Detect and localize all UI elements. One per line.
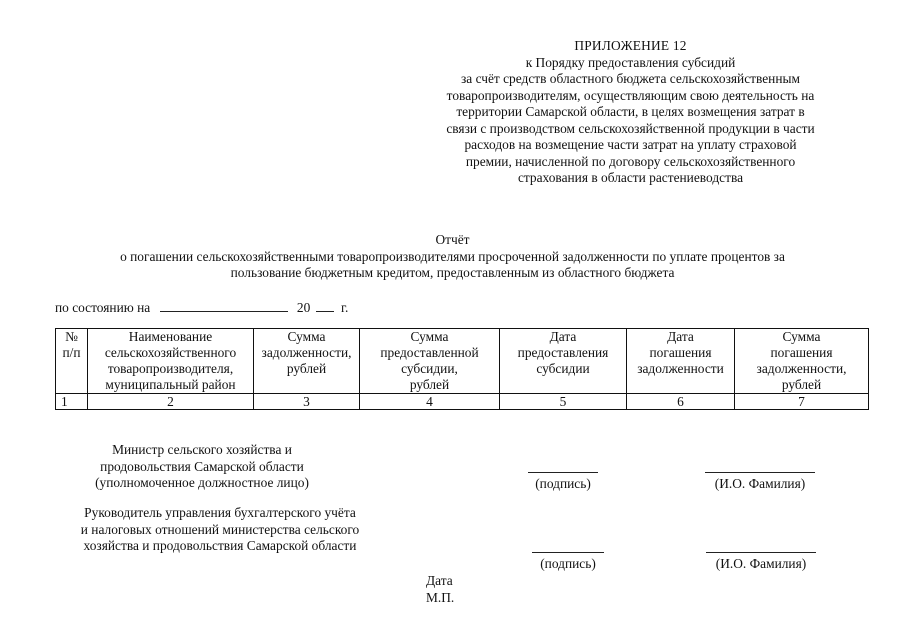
accountant-signature-label: Руководитель управления бухгалтерского учёта и налоговых отношений министерства сельского хозяйства и продовольствия Самарской области <box>80 505 360 553</box>
column-number-cell: 6 <box>627 394 735 410</box>
appendix-line: страхования в области растениеводства <box>517 170 744 185</box>
appendix-line: расходов на возмещение части затрат на уплату страховой <box>464 137 797 152</box>
report-subtitle-line: о погашении сельскохозяйственными товаропроизводителями просроченной задолженности по уплате процентов за <box>120 248 785 264</box>
table-header-row <box>56 329 869 394</box>
header-cell-repayment-date: Дата погашения задолженности <box>627 329 735 394</box>
column-number-cell: 2 <box>88 394 254 410</box>
header-cell-number: № п/п <box>56 329 88 394</box>
appendix-line: за счёт средств областного бюджета сельскохозяйственным <box>460 71 800 86</box>
report-subtitle-line: пользование бюджетным кредитом, предоставленным из областного бюджета <box>230 265 675 280</box>
minister-signature-caption: (подпись) <box>535 476 591 491</box>
minister-name-line[interactable] <box>705 472 815 473</box>
accountant-name-caption: (И.О. Фамилия) <box>715 556 807 571</box>
appendix-line: территории Самарской области, в целях возмещения затрат в <box>456 104 805 119</box>
date-label: Дата <box>426 573 453 588</box>
header-cell-debt-amount: Сумма задолженности, рублей <box>254 329 360 394</box>
year-blank-field[interactable] <box>316 299 334 312</box>
header-cell-subsidy-amount: Сумма предоставленной субсидии, рублей <box>360 329 500 394</box>
column-number-cell: 5 <box>500 394 627 410</box>
accountant-signature-line[interactable] <box>532 552 604 553</box>
column-number-cell: 3 <box>254 394 360 410</box>
stamp-label: М.П. <box>426 590 455 605</box>
header-cell-subsidy-date: Дата предоставления субсидии <box>500 329 627 394</box>
appendix-title: ПРИЛОЖЕНИЕ 12 <box>574 38 687 53</box>
accountant-name-line[interactable] <box>706 552 816 553</box>
report-table <box>55 328 869 410</box>
appendix-line: товаропроизводителям, осуществляющим свою деятельность на <box>446 87 815 103</box>
column-number-cell: 1 <box>56 394 88 410</box>
table-row <box>56 394 869 410</box>
date-blank-field[interactable] <box>160 299 288 312</box>
appendix-line: к Порядку предоставления субсидий <box>525 54 736 70</box>
date-prefix: по состоянию на <box>55 300 151 315</box>
appendix-line: премии, начисленной по договору сельскохозяйственного <box>465 153 796 169</box>
appendix-line: связи с производством сельскохозяйственной продукции в части <box>446 120 815 136</box>
report-date-line <box>55 299 348 317</box>
column-number-cell: 4 <box>360 394 500 410</box>
minister-signature-line[interactable] <box>528 472 598 473</box>
minister-signature-label: Министр сельского хозяйства и продовольствия Самарской области (уполномоченное должностное лицо) <box>95 442 309 490</box>
minister-name-caption: (И.О. Фамилия) <box>714 476 806 491</box>
date-suffix: г. <box>341 300 349 315</box>
header-cell-producer: Наименование сельскохозяйственного товаропроизводителя, муниципальный район <box>88 329 254 394</box>
appendix-header <box>408 38 853 187</box>
report-title-block <box>40 232 865 282</box>
header-cell-repayment-amount: Сумма погашения задолженности, рублей <box>735 329 869 394</box>
column-number-cell: 7 <box>735 394 869 410</box>
date-year: 20 <box>296 300 311 315</box>
accountant-signature-caption: (подпись) <box>540 556 596 571</box>
report-title: Отчёт <box>435 232 470 247</box>
